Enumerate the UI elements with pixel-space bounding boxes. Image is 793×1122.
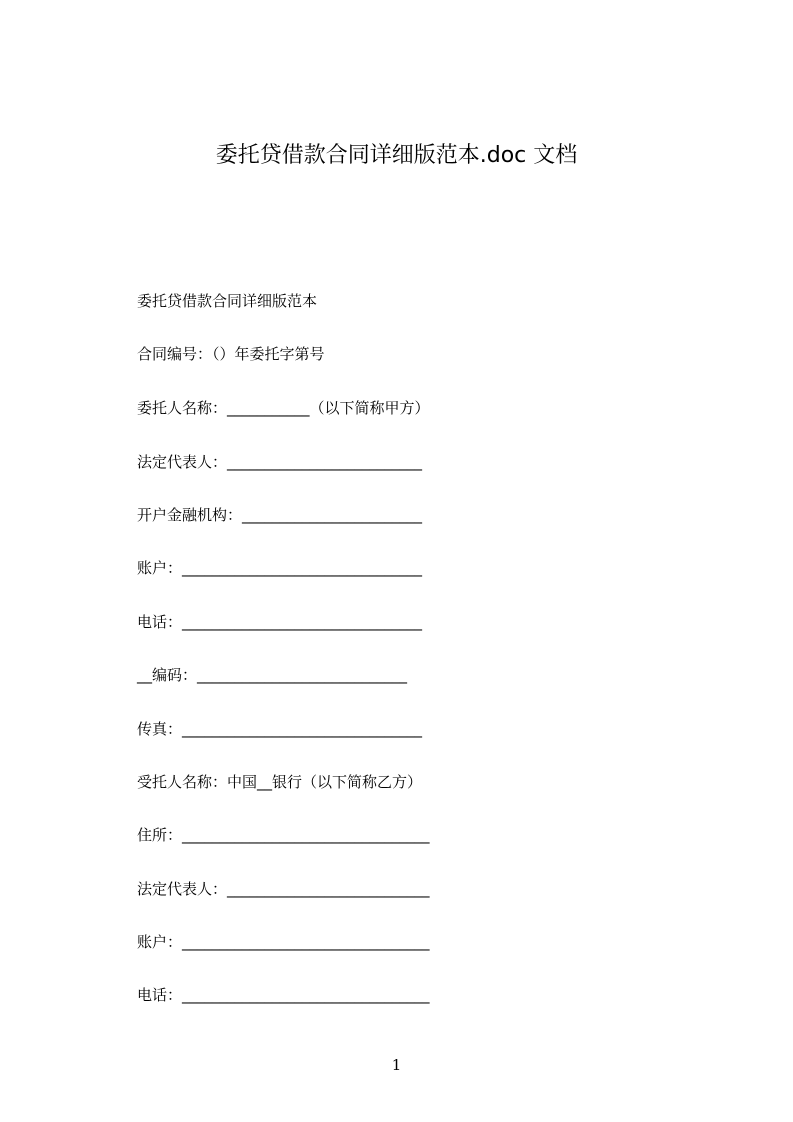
principal-postcode-line: __编码：____________________________ xyxy=(137,666,408,684)
principal-name-line: 委托人名称：___________（以下简称甲方） xyxy=(137,399,430,417)
principal-fax-line: 传真：________________________________ xyxy=(137,720,423,738)
trustee-phone-line: 电话：_________________________________ xyxy=(137,986,430,1004)
principal-phone-line: 电话：________________________________ xyxy=(137,613,423,631)
page-number: 1 xyxy=(391,1056,402,1074)
principal-account-line: 账户：________________________________ xyxy=(137,559,423,577)
contract-heading: 委托贷借款合同详细版范本 xyxy=(137,292,318,310)
trustee-account-line: 账户：_________________________________ xyxy=(137,933,430,951)
document-title: 委托贷借款合同详细版范本.doc 文档 xyxy=(215,143,578,168)
trustee-address-line: 住所：_________________________________ xyxy=(137,826,430,844)
trustee-name-line: 受托人名称：中国__银行（以下简称乙方） xyxy=(137,773,423,791)
principal-legal-rep-line: 法定代表人：__________________________ xyxy=(137,453,423,471)
principal-bank-line: 开户金融机构：________________________ xyxy=(137,506,423,524)
trustee-legal-rep-line: 法定代表人：___________________________ xyxy=(137,880,430,898)
contract-number-line: 合同编号：（）年委托字第号 xyxy=(137,345,325,363)
